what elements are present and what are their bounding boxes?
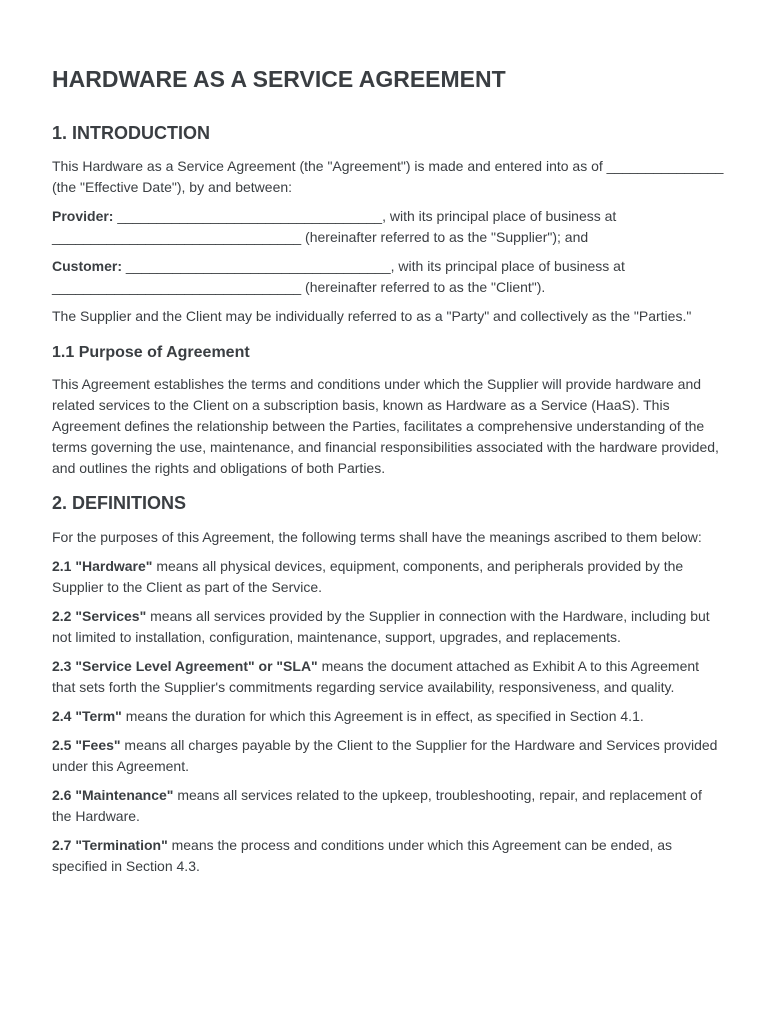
- text-run-bold: 2.5 "Fees": [52, 736, 121, 753]
- text-run: means all services provided by the Supplier in connection with the Hardware, including but not limited to installation, configuration, maintenance, support, upgrades, and replacements.: [52, 607, 710, 645]
- text-run-bold: 2.1 "Hardware": [52, 557, 153, 574]
- text-run: means all physical devices, equipment, components, and peripherals provided by the Supplier to the Client as part of the Service.: [52, 557, 684, 595]
- text-run: means the document attached as Exhibit A to this Agreement that sets forth the Supplier's commitments regarding service availability, responsiveness, and quality.: [52, 657, 700, 695]
- text-run: The Supplier and the Client may be individually referred to as a "Party" and collectively as the "Parties.": [52, 308, 692, 325]
- paragraph: [52, 656, 724, 698]
- text-run-bold: 1.1 Purpose of Agreement: [52, 344, 250, 362]
- text-run-bold: 2.7 "Termination": [52, 836, 168, 853]
- paragraph: [52, 527, 724, 548]
- text-run-bold: 1. INTRODUCTION: [52, 122, 211, 143]
- text-run-bold: 2.6 "Maintenance": [52, 786, 174, 803]
- text-run: __________________________________, with its principal place of business at ________________________________ (hereinafter referred to as the "Client").: [52, 258, 625, 296]
- text-run-bold: 2.4 "Term": [52, 707, 122, 724]
- paragraph: [52, 835, 724, 877]
- paragraph: [52, 374, 724, 479]
- paragraph: [52, 785, 724, 827]
- paragraph: [52, 256, 724, 298]
- text-run-bold: 2.3 "Service Level Agreement" or "SLA": [52, 657, 318, 674]
- paragraph: [52, 156, 724, 198]
- paragraph: [52, 306, 724, 327]
- paragraph: [52, 606, 724, 648]
- text-run: means the duration for which this Agreement is in effect, as specified in Section 4.1.: [121, 707, 644, 724]
- text-run: This Agreement establishes the terms and conditions under which the Supplier will provide hardware and related services to the Client on a subscription basis, known as Hardware as a Service (HaaS). This Agreement defines the relationship between the Parties, facilitates a comprehensive understanding of the terms governing the use, maintenance, and financial responsibilities associated with the hardware provided, and outlines the rights and obligations of both Parties.: [52, 376, 719, 477]
- paragraph: [52, 735, 724, 777]
- text-run: means all charges payable by the Client to the Supplier for the Hardware and Services provided under this Agreement.: [52, 736, 718, 774]
- text-run: For the purposes of this Agreement, the following terms shall have the meanings ascribed to them below:: [52, 528, 702, 545]
- text-run: __________________________________, with its principal place of business at ________________________________ (hereinafter referred to as the "Supplier"); and: [52, 208, 617, 246]
- text-run: means all services related to the upkeep, troubleshooting, repair, and replacement of the Hardware.: [52, 786, 702, 824]
- text-run-bold: Provider:: [52, 208, 114, 225]
- document-title: HARDWARE AS A SERVICE AGREEMENT: [52, 66, 506, 92]
- paragraph: [52, 206, 724, 248]
- paragraph: [52, 706, 724, 727]
- document-body: [52, 123, 724, 877]
- text-run: means the process and conditions under which this Agreement can be ended, as specified in Section 4.3.: [52, 836, 673, 874]
- section-heading: [52, 493, 724, 515]
- subsection-heading: [52, 343, 724, 362]
- text-run-bold: 2.2 "Services": [52, 607, 147, 624]
- text-run: This Hardware as a Service Agreement (the "Agreement") is made and entered into as of _______________ (the "Effective Date"), by and between:: [52, 158, 724, 196]
- paragraph: [52, 556, 724, 598]
- text-run-bold: 2. DEFINITIONS: [52, 493, 187, 514]
- section-heading: [52, 123, 724, 145]
- text-run-bold: Customer:: [52, 258, 123, 275]
